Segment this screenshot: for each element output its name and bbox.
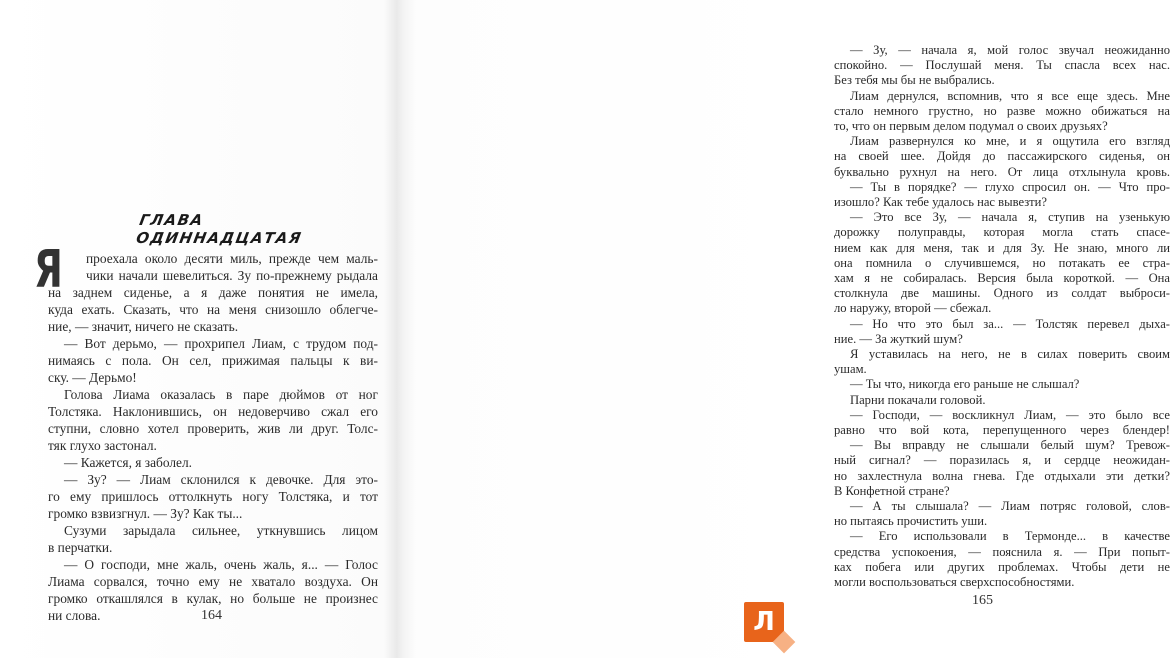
body-line: нием как для меня, так и для Зу. Не знаю, много ли xyxy=(834,240,1170,255)
body-line: равно что вой кота, перепущенного через блендер! xyxy=(834,423,1170,437)
body-line: — Зу, — начала я, мой голос звучал неожиданно xyxy=(850,43,1170,57)
drop-cap: Я xyxy=(34,240,63,300)
publisher-logo-icon xyxy=(744,602,784,642)
page-number-left: 164 xyxy=(201,608,222,623)
body-line: столкнула две машины. Одного из солдат выброси- xyxy=(834,286,1170,301)
page-number-right: 165 xyxy=(972,593,993,609)
body-line: Сузуми зарыдала сильнее, уткнувшись лицом xyxy=(64,523,378,538)
body-line: Голова Лиама оказалась в паре дюймов от ног xyxy=(64,387,378,402)
body-line: — Ты что, никогда его раньше не слышал? xyxy=(850,377,1080,392)
body-line: дорожку полуправды, которая могла стать спасе- xyxy=(834,225,1170,240)
body-line: Я уставилась на него, не в силах поверить своим xyxy=(850,347,1170,361)
body-line: — Но что это был за... — Толстяк перевел дыха- xyxy=(850,316,1170,331)
body-line: Лиам дернулся, вспомнив, что я все еще здесь. Мне xyxy=(850,88,1170,103)
body-line: ло наружу, второй — сбежал. xyxy=(834,301,992,316)
body-line: она помнила о случившемся, но потакать ее стра- xyxy=(834,255,1170,270)
body-line: могли воспользоваться сверхспособностями. xyxy=(834,575,1075,589)
body-line: на своей шее. Дойдя до пассажирского сиденья, он xyxy=(834,149,1170,164)
body-line: ках побега или других проблемах. Чтобы дети не xyxy=(834,559,1170,574)
body-line: ску. — Дерьмо! xyxy=(48,370,137,385)
body-line: буквально рухнул на него. От лица отхлынула кровь. xyxy=(834,164,1170,179)
publisher-logo-letter: Л xyxy=(753,607,775,637)
body-line: проехала около десяти миль, прежде чем маль- xyxy=(86,251,378,266)
body-line: но захлестнула волна гнева. Где отдыхали эти детки? xyxy=(834,468,1170,483)
body-line: В Конфетной стране? xyxy=(834,483,950,498)
body-line: в перчатки. xyxy=(48,540,113,555)
body-line: Лиама сорвался, точно ему не хватало воздуха. Он xyxy=(48,574,378,589)
body-line: спокойно. — Послушай меня. Ты спасла всех нас. xyxy=(834,58,1170,73)
body-line: ступни, словно хотел проверить, жив ли друг. Толс- xyxy=(48,421,378,436)
body-line: ние. — За жуткий шум? xyxy=(834,331,963,346)
body-line: го ему пришлось оттолкнуть ногу Толстяка, и тот xyxy=(48,489,378,504)
body-line: — Господи, — воскликнул Лиам, — это было все xyxy=(850,407,1170,422)
body-line: — Кажется, я заболел. xyxy=(64,455,192,470)
body-line: но пытаясь прочистить уши. xyxy=(834,514,988,529)
body-line: ушам. xyxy=(834,362,867,377)
body-line: то, что он первым делом подумал о своих друзьях? xyxy=(834,119,1108,133)
body-line: — Вот дерьмо, — прохрипел Лиам, с трудом под- xyxy=(64,336,378,351)
body-line: ние, — значит, ничего не сказать. xyxy=(48,319,239,334)
body-line: средства успокоения, — пояснила я. — При попыт- xyxy=(834,544,1170,559)
body-line: нимаясь с пола. Он сел, прижимая пальцы к ви- xyxy=(48,353,378,368)
body-line: — А ты слышала? — Лиам потряс головой, слов- xyxy=(850,499,1170,513)
body-line: — Его использовали в Термонде... в качестве xyxy=(850,529,1170,544)
body-line: изошло? Как тебе удалось нас вывезти? xyxy=(834,195,1048,209)
body-line: громко взвизгнул. — Зу? Как ты... xyxy=(48,506,243,521)
body-line: куда ехать. Сказать, что на меня снизошло облегче- xyxy=(48,302,378,317)
body-line: громко откашлялся в кулак, но больше не произнес xyxy=(48,591,378,606)
body-line: — Ты в порядке? — глухо спросил он. — Что про- xyxy=(850,179,1170,194)
body-line: — Вы вправду не слышали белый шум? Тревож- xyxy=(850,438,1170,453)
body-line: Без тебя мы бы не выбрались. xyxy=(834,73,995,88)
body-line: ни слова. xyxy=(48,608,101,623)
left-page xyxy=(0,0,400,658)
body-line: стало немного грустно, но разве можно обижаться на xyxy=(834,103,1170,118)
body-line: — О господи, мне жаль, очень жаль, я... — Голос xyxy=(64,557,378,572)
chapter-title: ГЛАВА ОДИННАДЦАТАЯ xyxy=(134,211,304,247)
body-line: — Зу? — Лиам склонился к девочке. Для это- xyxy=(64,472,378,487)
body-line: ный сигнал? — поразилась я, и сердце неожидан- xyxy=(834,453,1170,468)
body-line: хам я не собиралась. Версия была короткой. — Она xyxy=(834,271,1170,285)
body-line: Толстяка. Наклонившись, он недоверчиво сжал его xyxy=(48,404,378,419)
right-page xyxy=(400,0,1170,658)
body-line: Лиам развернулся ко мне, и я ощутила его взгляд xyxy=(850,134,1170,149)
body-line: на заднем сиденье, а я даже понятия не имела, xyxy=(48,285,378,300)
body-line: — Это все Зу, — начала я, ступив на узенькую xyxy=(850,210,1170,225)
body-line: чики начали шевелиться. Зу по-прежнему рыдала xyxy=(86,268,378,283)
body-line: Парни покачали головой. xyxy=(850,392,986,407)
body-line: тяк глухо застонал. xyxy=(48,438,157,453)
